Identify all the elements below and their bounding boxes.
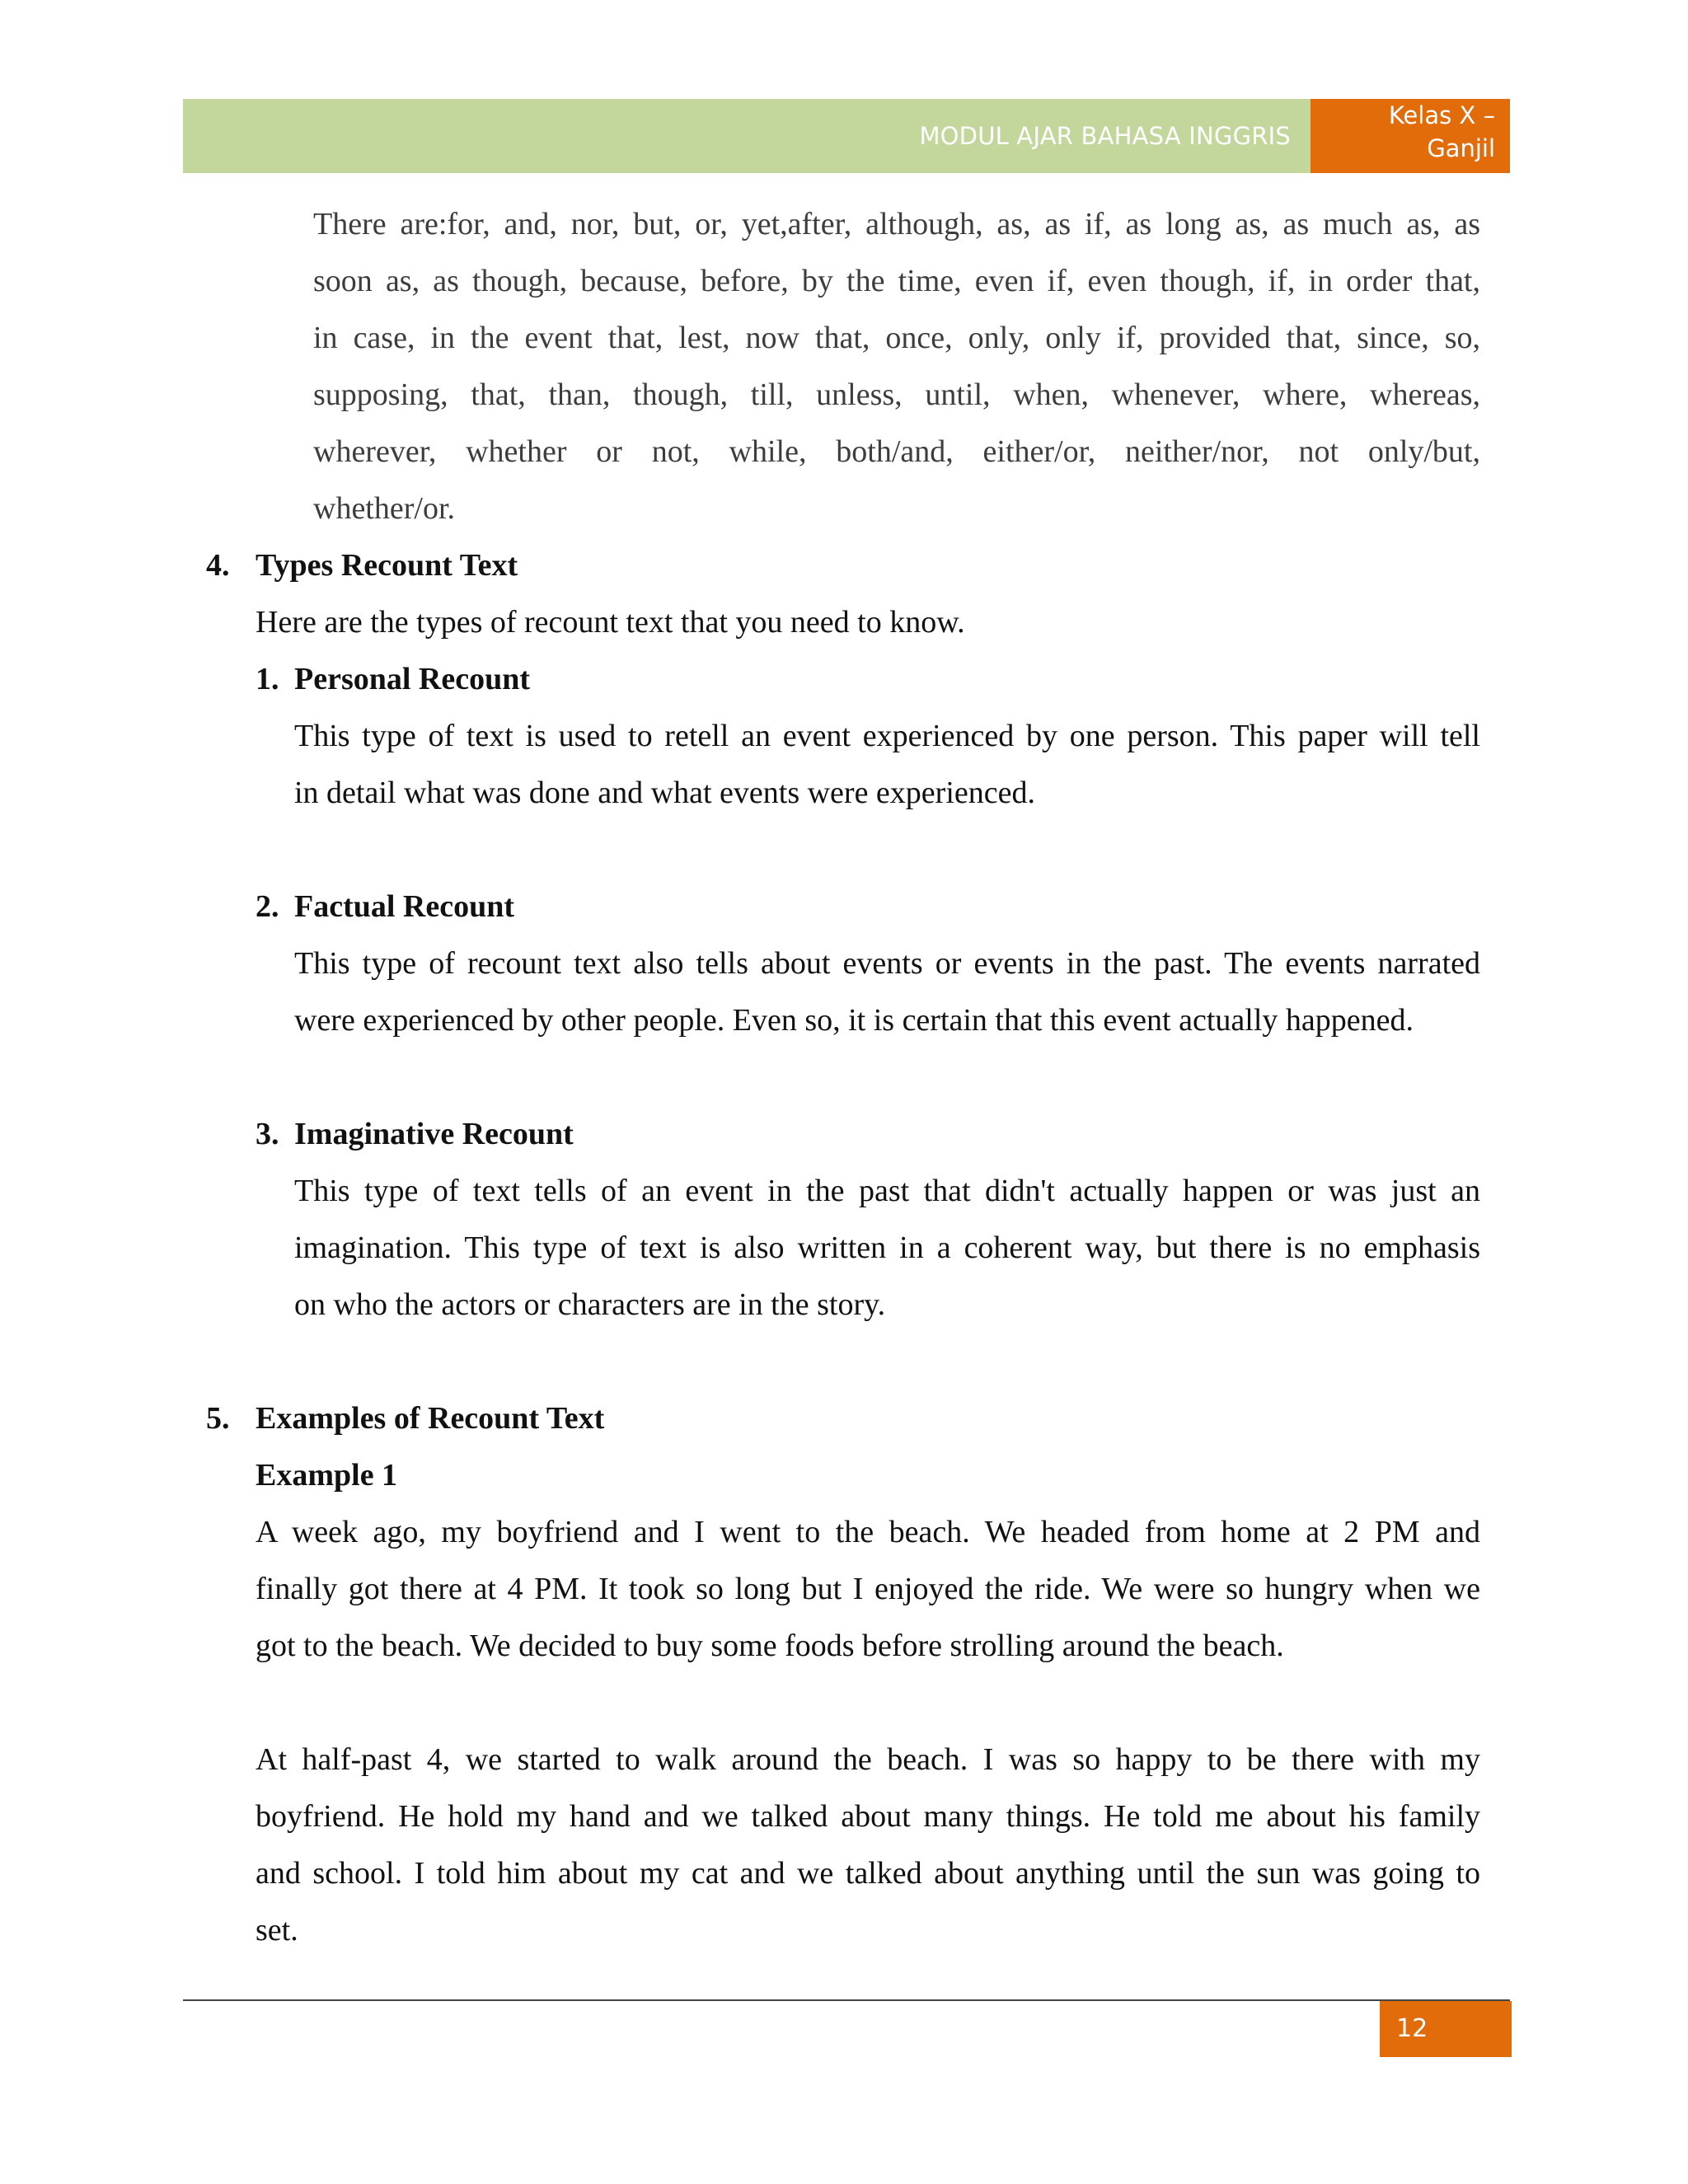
semester-label: Ganjil [1427,134,1495,162]
text-line: finally got there at 4 PM. It took so long but I enjoyed the ride. We were so hungry when we [256,1572,1480,1606]
section-5-number: 5. [206,1401,230,1436]
text-line: There are:for, and, nor, but, or, yet,after, although, as, as if, as long as, as much as, as [313,207,1480,241]
text-line: This type of text is used to retell an event experienced by one person. This paper will tell [294,719,1480,753]
text-line: This type of text tells of an event in the past that didn't actually happen or was just an [294,1174,1480,1208]
page-number: 12 [1380,2001,1512,2057]
section-4-heading: Types Recount Text [256,548,518,583]
item-1-number: 1. [256,662,279,696]
text-line: in detail what was done and what events were experienced. [294,776,1035,810]
text-line: got to the beach. We decided to buy some foods before strolling around the beach. [256,1629,1284,1663]
class-label: Kelas X – [1388,101,1495,129]
text-line: boyfriend. He hold my hand and we talked about many things. He told me about his family [256,1799,1480,1834]
text-line: on who the actors or characters are in the story. [294,1287,886,1322]
text-line: supposing, that, than, though, till, unless, until, when, whenever, where, whereas, [313,377,1480,412]
footer-rule [183,1999,1510,2001]
text-line: A week ago, my boyfriend and I went to the beach. We headed from home at 2 PM and [256,1515,1480,1549]
text-line: set. [256,1913,298,1947]
text-line: This type of recount text also tells about events or events in the past. The events narrated [294,946,1480,981]
item-2-number: 2. [256,889,279,924]
item-3-heading: Imaginative Recount [294,1117,574,1151]
text-line: in case, in the event that, lest, now that, once, only, only if, provided that, since, so, [313,321,1480,355]
text-line: were experienced by other people. Even so, it is certain that this event actually happened. [294,1003,1414,1038]
item-1-heading: Personal Recount [294,662,531,696]
page-header [183,99,1510,173]
text-line: imagination. This type of text is also written in a coherent way, but there is no emphasis [294,1230,1480,1265]
module-title: MODUL AJAR BAHASA INGGRIS [919,122,1291,150]
text-line: and school. I told him about my cat and we talked about anything until the sun was going to [256,1856,1480,1891]
item-3-number: 3. [256,1117,279,1151]
text-line: wherever, whether or not, while, both/and, either/or, neither/nor, not only/but, [313,434,1480,469]
text-line: whether/or. [313,491,456,526]
section-5-heading: Examples of Recount Text [256,1401,605,1436]
section-4-intro: Here are the types of recount text that you need to know. [256,605,965,640]
section-4-number: 4. [206,548,230,583]
example-1-heading: Example 1 [256,1458,398,1493]
text-line: At half-past 4, we started to walk around the beach. I was so happy to be there with my [256,1742,1480,1777]
item-2-heading: Factual Recount [294,889,515,924]
text-line: soon as, as though, because, before, by the time, even if, even though, if, in order that, [313,264,1480,298]
class-badge [1311,99,1510,173]
header-title-band [183,99,1311,173]
